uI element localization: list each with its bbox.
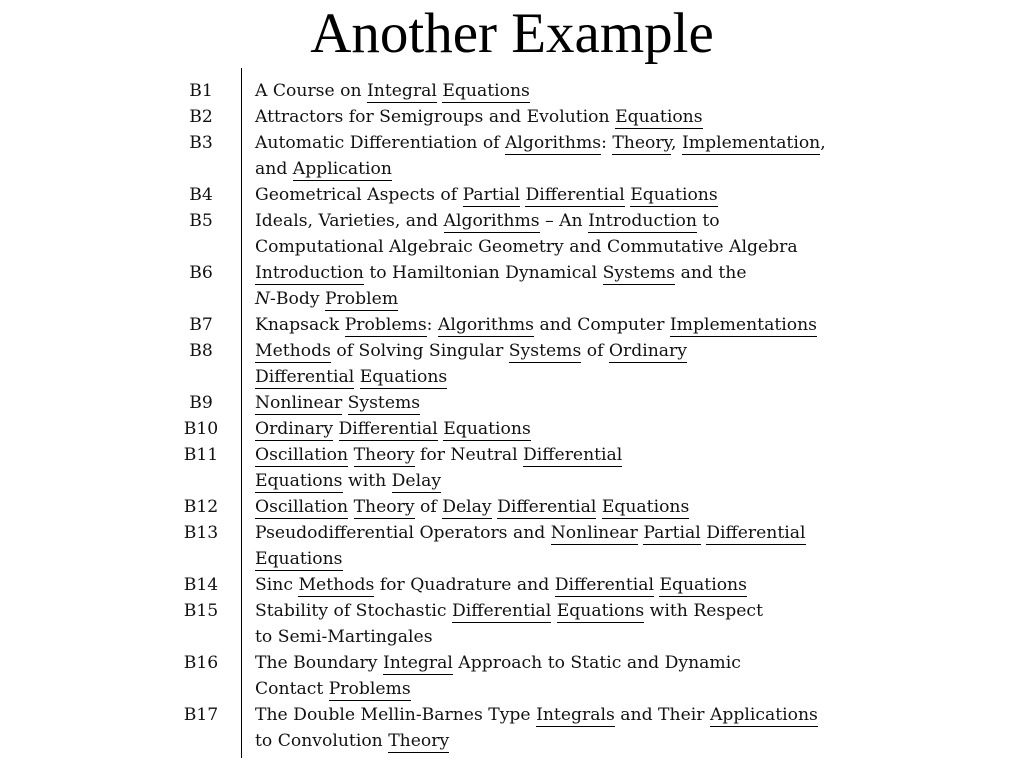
title-text: :: [601, 133, 613, 153]
title-text: to Convolution: [255, 731, 389, 751]
entry-code: B11: [183, 445, 219, 465]
entry-title: [255, 650, 741, 676]
entry-code: B9: [189, 393, 213, 413]
title-text: [354, 367, 359, 387]
entry-title: [255, 572, 747, 598]
underlined-keyword: Integral: [367, 81, 437, 101]
underlined-keyword: Nonlinear: [550, 523, 638, 543]
list-item-continuation: [0, 286, 1024, 312]
title-text: and Their: [614, 705, 710, 725]
underlined-keyword: Implementation: [681, 133, 821, 153]
entry-title: [255, 286, 398, 312]
entry-title: [255, 520, 806, 546]
underlined-keyword: Oscillation: [255, 497, 349, 517]
underlined-keyword: Differential: [451, 601, 552, 621]
title-text: Pseudodifferential Operators and: [255, 523, 551, 543]
underlined-keyword: Differential: [497, 497, 597, 517]
entry-code: B15: [183, 601, 219, 621]
title-text: Knapsack: [255, 315, 345, 335]
title-text: with Respect: [644, 601, 763, 621]
list-item: [0, 208, 1024, 234]
title-text: Stability of Stochastic: [255, 601, 452, 621]
title-text: The Double Mellin-Barnes Type: [255, 705, 537, 725]
underlined-keyword: Theory: [612, 133, 672, 153]
entry-title: [255, 156, 392, 182]
underlined-keyword: Systems: [508, 341, 582, 361]
underlined-keyword: Equations: [630, 185, 718, 205]
reference-list: [0, 78, 1024, 754]
underlined-keyword: Introduction: [588, 211, 697, 231]
title-text: Automatic Differentiation of: [255, 133, 505, 153]
title-text: Attractors for Semigroups and Evolution: [255, 107, 616, 127]
title-text: ,: [671, 133, 682, 153]
entry-title: [255, 312, 817, 338]
title-text: for Neutral: [414, 445, 524, 465]
list-item: [0, 78, 1024, 104]
entry-code: B2: [189, 107, 213, 127]
entry-title: [255, 234, 798, 260]
entry-code: B1: [189, 81, 213, 101]
underlined-keyword: Equations: [601, 497, 690, 517]
title-text: of: [414, 497, 443, 517]
underlined-keyword: Equations: [255, 471, 343, 491]
entry-code: B12: [183, 497, 219, 517]
list-item: [0, 104, 1024, 130]
list-item: [0, 260, 1024, 286]
entry-title: [255, 390, 420, 416]
underlined-keyword: Differential: [523, 445, 623, 465]
underlined-keyword: Systems: [347, 393, 421, 413]
underlined-keyword: Theory: [388, 731, 450, 751]
title-text: [333, 419, 338, 439]
underlined-keyword: Methods: [255, 341, 331, 361]
list-item-continuation: [0, 624, 1024, 650]
underlined-keyword: Theory: [353, 445, 415, 465]
underlined-keyword: Algorithms: [443, 211, 540, 231]
underlined-keyword: Equations: [255, 549, 343, 569]
underlined-keyword: Integral: [382, 653, 453, 673]
underlined-keyword: Differential: [706, 523, 806, 543]
entry-title: [255, 182, 718, 208]
title-text: :: [426, 315, 438, 335]
entry-code: B8: [189, 341, 213, 361]
entry-title: [255, 624, 433, 650]
entry-title: [255, 728, 449, 754]
underlined-keyword: Differential: [525, 185, 625, 205]
underlined-keyword: Algorithms: [505, 133, 602, 153]
entry-title: [255, 130, 826, 156]
list-item: [0, 572, 1024, 598]
underlined-keyword: Partial: [462, 185, 520, 205]
entry-code: B10: [183, 419, 219, 439]
entry-title: [255, 494, 689, 520]
entry-code: B6: [189, 263, 213, 283]
list-item: [0, 520, 1024, 546]
title-text: A Course on: [255, 81, 367, 101]
entry-title: [255, 338, 687, 364]
underlined-keyword: Methods: [298, 575, 375, 595]
underlined-keyword: Equations: [442, 81, 530, 101]
entry-code: B17: [183, 705, 219, 725]
entry-code: B14: [183, 575, 219, 595]
underlined-keyword: Partial: [643, 523, 701, 543]
underlined-keyword: Application: [292, 159, 392, 179]
title-text: of Solving Singular: [330, 341, 509, 361]
title-text: of: [581, 341, 609, 361]
list-item-continuation: [0, 468, 1024, 494]
underlined-keyword: Differential: [255, 367, 355, 387]
entry-title: [255, 702, 818, 728]
title-text: Approach to Static and Dynamic: [452, 653, 741, 673]
list-item: [0, 338, 1024, 364]
title-text: ,: [820, 133, 826, 153]
title-text: – An: [539, 211, 589, 231]
entry-code: B7: [189, 315, 213, 335]
entry-title: [255, 260, 747, 286]
title-text: Geometrical Aspects of: [255, 185, 463, 205]
list-item: [0, 702, 1024, 728]
title-text: with: [342, 471, 392, 491]
title-text: for Quadrature and: [374, 575, 555, 595]
title-text: Ideals, Varieties, and: [255, 211, 444, 231]
title-text: to: [696, 211, 720, 231]
list-item: [0, 598, 1024, 624]
underlined-keyword: Equations: [443, 419, 531, 439]
entry-title: [255, 468, 441, 494]
title-text: Sinc: [255, 575, 299, 595]
entry-code: B4: [189, 185, 213, 205]
underlined-keyword: Delay: [442, 497, 492, 517]
underlined-keyword: Introduction: [255, 263, 364, 283]
entry-code: B16: [183, 653, 219, 673]
title-text: and: [255, 159, 293, 179]
title-text: [551, 601, 556, 621]
underlined-keyword: Equations: [659, 575, 747, 595]
underlined-keyword: Problem: [325, 289, 399, 309]
underlined-keyword: Differential: [338, 419, 438, 439]
title-text: Contact: [255, 679, 329, 699]
entry-title: [255, 364, 447, 390]
title-text: and the: [675, 263, 747, 283]
title-text: to Semi-Martingales: [255, 627, 433, 647]
underlined-keyword: Problems: [328, 679, 411, 699]
list-item: [0, 130, 1024, 156]
underlined-keyword: Integrals: [536, 705, 615, 725]
entry-code: B13: [183, 523, 219, 543]
underlined-keyword: Equations: [359, 367, 448, 387]
entry-title: [255, 442, 622, 468]
entry-title: [255, 104, 703, 130]
entry-title: [255, 546, 343, 572]
list-item-continuation: [0, 728, 1024, 754]
underlined-keyword: Equations: [615, 107, 703, 127]
title-text: [348, 445, 353, 465]
underlined-keyword: Problems: [344, 315, 427, 335]
underlined-keyword: Ordinary: [608, 341, 687, 361]
underlined-keyword: Oscillation: [255, 445, 349, 465]
underlined-keyword: Differential: [554, 575, 654, 595]
entry-title: [255, 78, 530, 104]
list-item: [0, 416, 1024, 442]
list-item-continuation: [0, 156, 1024, 182]
title-text: The Boundary: [255, 653, 383, 673]
entry-code: B5: [189, 211, 213, 231]
title-text: and Computer: [534, 315, 670, 335]
title-text: -Body: [270, 289, 326, 309]
underlined-keyword: Equations: [556, 601, 645, 621]
underlined-keyword: Ordinary: [255, 419, 334, 439]
entry-code: B3: [189, 133, 213, 153]
list-item: [0, 650, 1024, 676]
underlined-keyword: Algorithms: [437, 315, 534, 335]
list-item: [0, 390, 1024, 416]
list-item-continuation: [0, 546, 1024, 572]
entry-title: [255, 598, 763, 624]
list-item: [0, 312, 1024, 338]
list-item-continuation: [0, 364, 1024, 390]
underlined-keyword: Nonlinear: [255, 393, 343, 413]
list-item-continuation: [0, 234, 1024, 260]
underlined-keyword: Applications: [709, 705, 818, 725]
list-item-continuation: [0, 676, 1024, 702]
entry-title: [255, 676, 411, 702]
math-symbol: N: [255, 289, 271, 309]
slide-title: Another Example: [310, 2, 714, 65]
list-item: [0, 442, 1024, 468]
title-text: [348, 497, 353, 517]
underlined-keyword: Theory: [353, 497, 415, 517]
title-text: [342, 393, 347, 413]
list-item: [0, 182, 1024, 208]
entry-title: [255, 416, 531, 442]
entry-title: [255, 208, 720, 234]
title-text: to Hamiltonian Dynamical: [363, 263, 603, 283]
title-text: [596, 497, 601, 517]
underlined-keyword: Delay: [391, 471, 442, 491]
underlined-keyword: Systems: [602, 263, 676, 283]
list-item: [0, 494, 1024, 520]
title-text: Computational Algebraic Geometry and Commutative Algebra: [255, 237, 798, 257]
underlined-keyword: Implementations: [669, 315, 817, 335]
